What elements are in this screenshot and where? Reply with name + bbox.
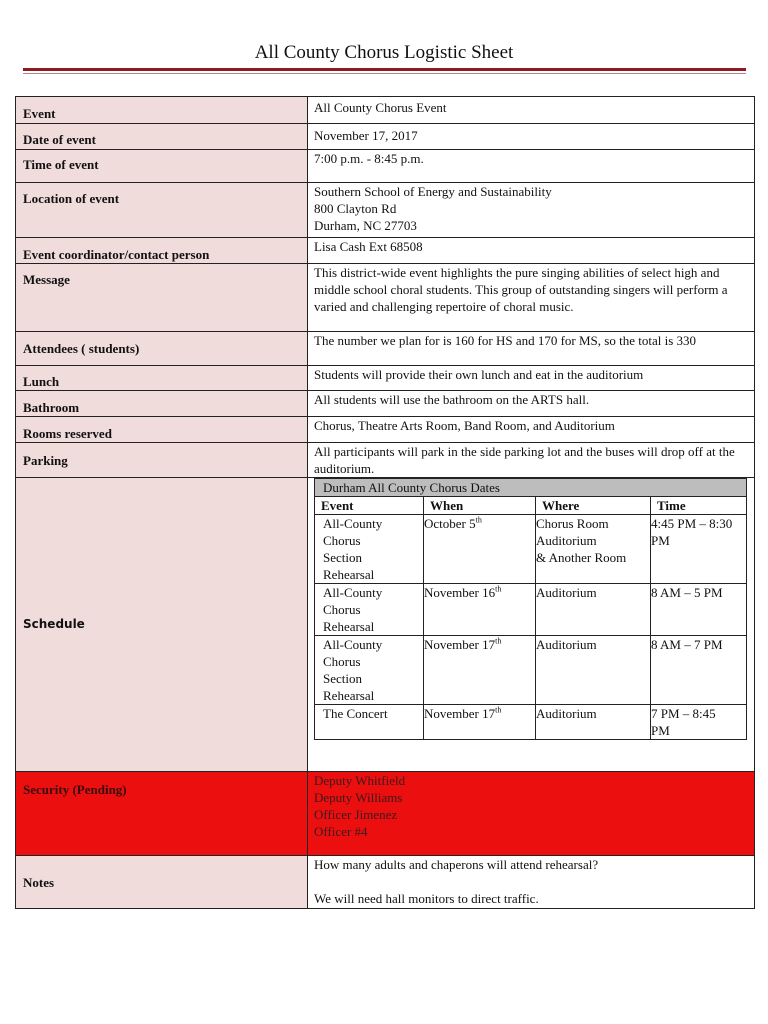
col-header-event: Event — [315, 497, 424, 515]
label-security: Security (Pending) — [16, 772, 308, 856]
cell-event: The Concert — [315, 705, 424, 740]
row-notes — [16, 856, 755, 909]
label-notes: Notes — [16, 856, 308, 909]
title-rule — [23, 68, 746, 71]
value-lunch: Students will provide their own lunch and eat in the auditorium — [308, 366, 755, 391]
value-time: 7:00 p.m. - 8:45 p.m. — [308, 150, 755, 183]
security-line: Deputy Williams — [314, 790, 403, 805]
row-attendees — [16, 332, 755, 366]
when-suffix: th — [495, 705, 502, 715]
row-security — [16, 772, 755, 856]
location-line: Durham, NC 27703 — [314, 218, 417, 233]
title-rule-thin — [23, 73, 746, 74]
schedule-row — [315, 515, 747, 584]
label-coordinator: Event coordinator/contact person — [16, 238, 308, 264]
when-date: November 16 — [424, 585, 496, 600]
label-date: Date of event — [16, 124, 308, 150]
cell-where — [536, 636, 651, 705]
row-parking — [16, 443, 755, 478]
row-time — [16, 150, 755, 183]
value-parking: All participants will park in the side parking lot and the buses will drop off at the auditorium. — [308, 443, 755, 478]
where-line: Auditorium — [536, 585, 597, 600]
where-line: Auditorium — [536, 637, 597, 652]
label-event: Event — [16, 97, 308, 124]
col-header-when: When — [424, 497, 536, 515]
cell-where — [536, 705, 651, 740]
label-parking: Parking — [16, 443, 308, 478]
when-suffix: th — [495, 584, 502, 594]
where-line: & Another Room — [536, 550, 627, 565]
location-line: 800 Clayton Rd — [314, 201, 397, 216]
label-message: Message — [16, 264, 308, 332]
when-date: October 5 — [424, 516, 476, 531]
value-coordinator: Lisa Cash Ext 68508 — [308, 238, 755, 264]
row-date — [16, 124, 755, 150]
where-line: Chorus Room — [536, 516, 609, 531]
where-line: Auditorium — [536, 706, 597, 721]
row-message — [16, 264, 755, 332]
notes-line: We will need hall monitors to direct traffic. — [314, 891, 539, 906]
row-location — [16, 183, 755, 238]
location-line: Southern School of Energy and Sustainability — [314, 184, 552, 199]
cell-event: All-County Chorus Rehearsal — [315, 584, 424, 636]
cell-when — [424, 705, 536, 740]
value-security — [308, 772, 755, 856]
value-attendees: The number we plan for is 160 for HS and 170 for MS, so the total is 330 — [308, 332, 755, 366]
cell-time: 7 PM – 8:45 PM — [651, 705, 747, 740]
cell-where — [536, 584, 651, 636]
when-suffix: th — [475, 515, 482, 525]
label-lunch: Lunch — [16, 366, 308, 391]
schedule-row — [315, 636, 747, 705]
cell-time: 4:45 PM – 8:30 PM — [651, 515, 747, 584]
security-line: Deputy Whitfield — [314, 773, 406, 788]
label-location: Location of event — [16, 183, 308, 238]
row-coordinator — [16, 238, 755, 264]
row-rooms — [16, 417, 755, 443]
schedule-header-row — [315, 497, 747, 515]
when-date: November 17 — [424, 706, 496, 721]
value-notes — [308, 856, 755, 909]
security-line: Officer Jimenez — [314, 807, 398, 822]
security-line: Officer #4 — [314, 824, 368, 839]
cell-when — [424, 515, 536, 584]
cell-time: 8 AM – 7 PM — [651, 636, 747, 705]
schedule-caption: Durham All County Chorus Dates — [315, 479, 747, 497]
row-event — [16, 97, 755, 124]
label-bathroom: Bathroom — [16, 391, 308, 417]
cell-event: All-County Chorus Section Rehearsal — [315, 515, 424, 584]
label-rooms: Rooms reserved — [16, 417, 308, 443]
when-suffix: th — [495, 636, 502, 646]
notes-spacer — [314, 873, 748, 890]
row-schedule — [16, 478, 755, 772]
schedule-row — [315, 705, 747, 740]
notes-line: How many adults and chaperons will attend rehearsal? — [314, 857, 599, 872]
cell-time: 8 AM – 5 PM — [651, 584, 747, 636]
cell-event: All-County Chorus Section Rehearsal — [315, 636, 424, 705]
label-time: Time of event — [16, 150, 308, 183]
value-rooms: Chorus, Theatre Arts Room, Band Room, and Auditorium — [308, 417, 755, 443]
schedule-row — [315, 584, 747, 636]
value-message: This district-wide event highlights the pure singing abilities of select high and middle school choral students. This group of outstanding singers will perform a varied and challenging repertoire of choral music. — [308, 264, 755, 332]
cell-when — [424, 584, 536, 636]
value-event: All County Chorus Event — [308, 97, 755, 124]
value-date: November 17, 2017 — [308, 124, 755, 150]
where-line: Auditorium — [536, 533, 597, 548]
label-attendees: Attendees ( students) — [16, 332, 308, 366]
when-date: November 17 — [424, 637, 496, 652]
label-schedule: Schedule — [16, 478, 308, 772]
value-location — [308, 183, 755, 238]
cell-when — [424, 636, 536, 705]
row-lunch — [16, 366, 755, 391]
value-bathroom: All students will use the bathroom on the ARTS hall. — [308, 391, 755, 417]
col-header-time: Time — [651, 497, 747, 515]
col-header-where: Where — [536, 497, 651, 515]
value-schedule — [308, 478, 755, 772]
logistics-table — [15, 96, 755, 909]
row-bathroom — [16, 391, 755, 417]
page-title: All County Chorus Logistic Sheet — [254, 42, 514, 63]
cell-where — [536, 515, 651, 584]
schedule-table — [314, 478, 747, 740]
